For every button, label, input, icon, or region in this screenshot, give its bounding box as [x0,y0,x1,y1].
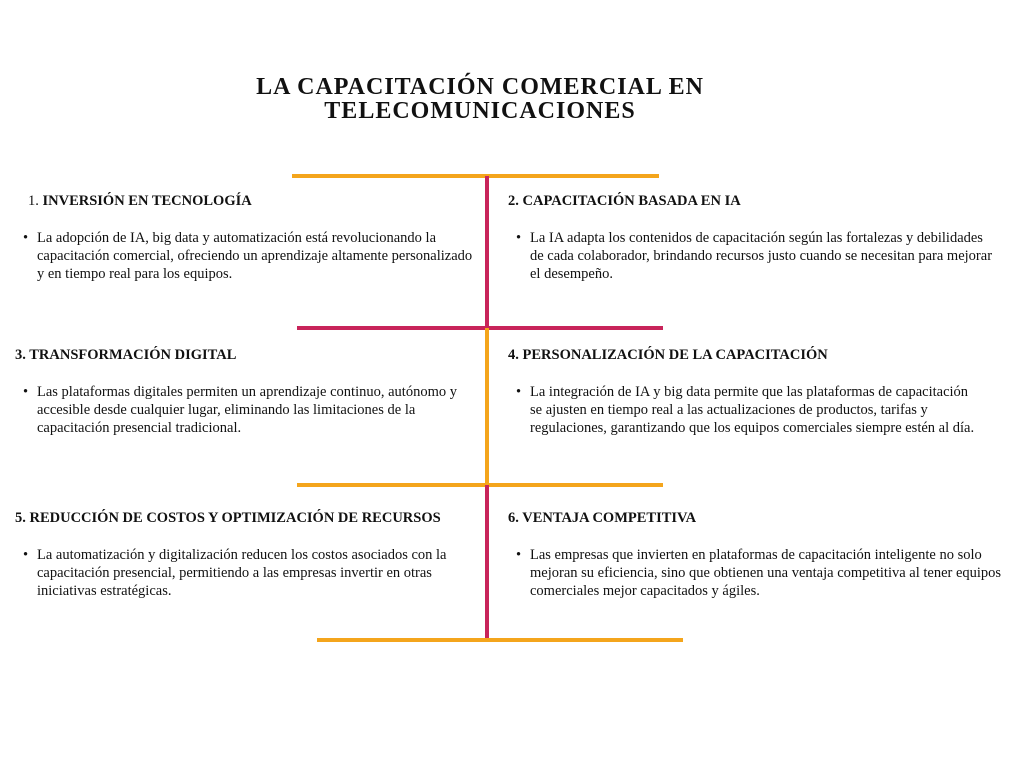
section-heading: 2. CAPACITACIÓN BASADA EN IA [508,193,741,209]
section-heading [28,193,473,210]
section-bullet [508,229,998,283]
section-heading: 6. VENTAJA COMPETITIVA [508,510,697,526]
upper-vertical-divider [485,176,489,328]
title-line-1: LA CAPACITACIÓN COMERCIAL EN [256,74,704,100]
section-bullet-text: Las empresas que invierten en plataformas de capacitación inteligente no solo mejoran su eficiencia, sino que obtienen una ventaja competitiva al tener equipos comerciales mejor capacitados y ágiles. [530,547,1002,599]
bullet-icon: • [516,384,522,400]
section-bullet-text: La adopción de IA, big data y automatización está revolucionando la capacitación comercial, ofreciendo un aprendizaje altamente personalizado y en tiempo real para los equipos. [37,230,473,282]
section-2 [508,193,998,283]
section-5 [15,510,480,600]
section-heading: 4. PERSONALIZACIÓN DE LA CAPACITACIÓN [508,347,828,363]
section-bullet [508,383,978,437]
lower-middle-horizontal-divider [297,483,663,487]
section-1 [23,193,473,283]
bottom-horizontal-divider [317,638,683,642]
section-bullet [15,383,470,437]
section-bullet [15,229,473,283]
section-bullet-text: La automatización y digitalización reducen los costos asociados con la capacitación presencial, permitiendo a las empresas invertir en otras iniciativas estratégicas. [37,547,447,599]
section-6 [508,510,1003,600]
section-bullet-text: La integración de IA y big data permite que las plataformas de capacitación se ajusten en tiempo real a las actualizaciones de productos, tarifas y regulaciones, garantizando que los equipos comerciales siempre estén al día. [530,384,975,436]
middle-vertical-divider [485,328,489,485]
section-4 [508,347,978,437]
top-horizontal-divider [292,174,659,178]
bullet-icon: • [516,547,522,563]
section-heading: 3. TRANSFORMACIÓN DIGITAL [15,347,237,363]
bullet-icon: • [23,547,29,563]
section-bullet [508,546,1003,600]
bullet-icon: • [516,230,522,246]
page-title [0,75,960,123]
upper-middle-horizontal-divider [297,326,663,330]
bullet-icon: • [23,384,29,400]
section-bullet-text: La IA adapta los contenidos de capacitación según las fortalezas y debilidades de cada colaborador, brindando recursos justo cuando se necesitan para mejorar el desempeño. [530,230,993,282]
bullet-icon: • [23,230,29,246]
section-3 [15,347,470,437]
section-bullet [15,546,480,600]
title-line-2: TELECOMUNICACIONES [324,98,636,124]
section-bullet-text: Las plataformas digitales permiten un aprendizaje continuo, autónomo y accesible desde cualquier lugar, eliminando las limitaciones de la capacitación presencial tradicional. [37,384,457,436]
section-heading: 5. REDUCCIÓN DE COSTOS Y OPTIMIZACIÓN DE RECURSOS [15,510,441,526]
section-heading-text: INVERSIÓN EN TECNOLOGÍA [42,193,252,209]
lower-vertical-divider [485,485,489,642]
section-number: 1. [28,193,39,209]
